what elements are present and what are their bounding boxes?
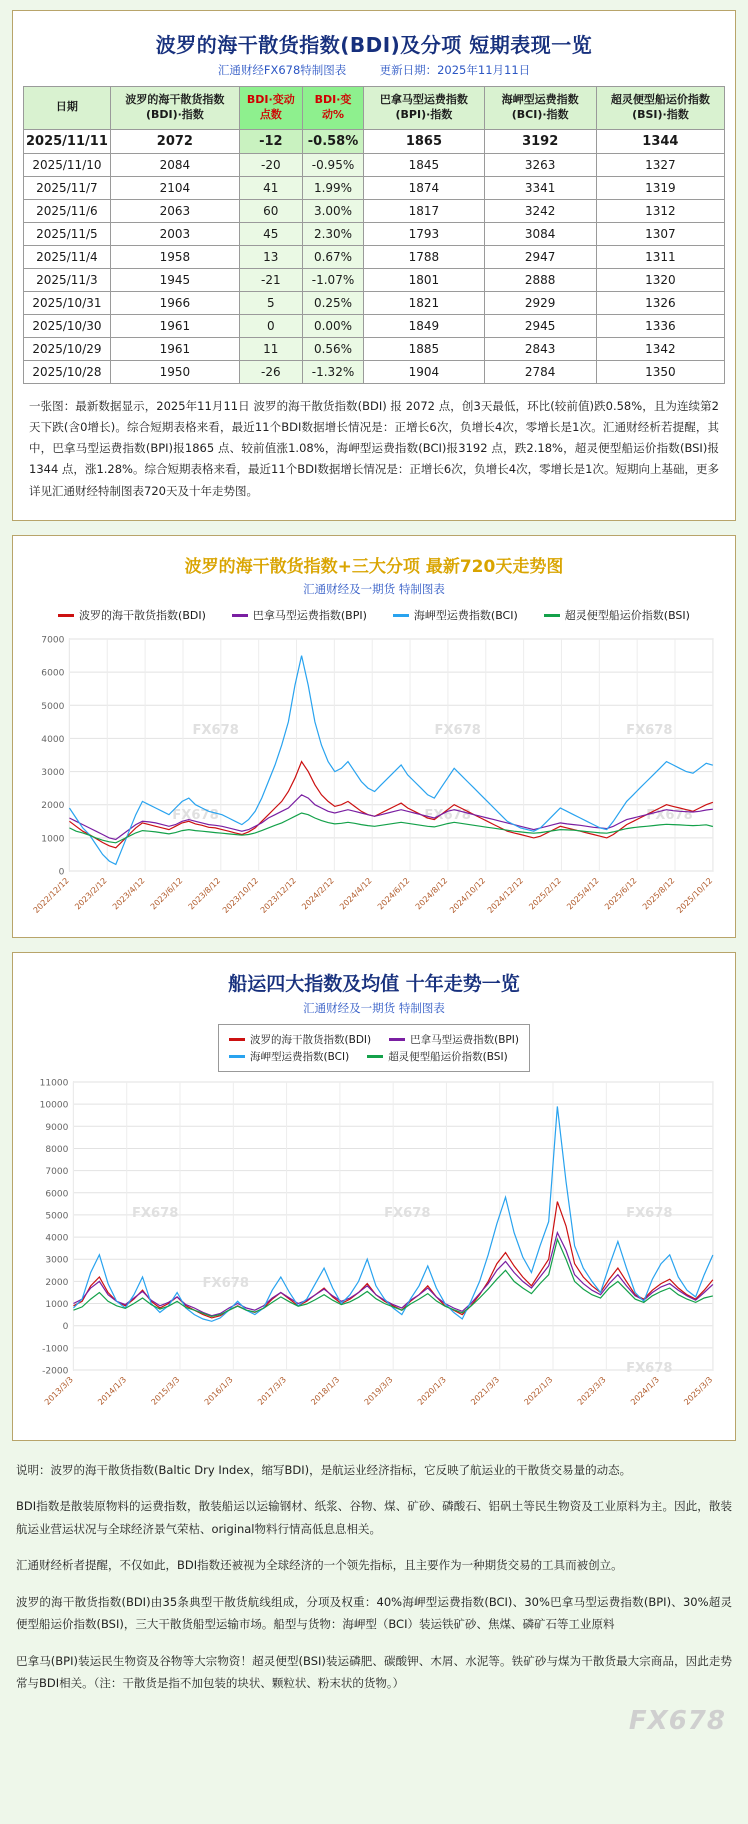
cell: 3242 — [484, 199, 596, 222]
cell: 45 — [239, 222, 302, 245]
cell: 1874 — [364, 176, 484, 199]
chart-10y-panel — [12, 952, 736, 1441]
legend-label: 超灵便型船运价指数(BSI) — [388, 1051, 508, 1064]
chart-720d-subtitle: 汇通财经及一期货 特制图表 — [303, 582, 445, 597]
cell: -21 — [239, 268, 302, 291]
cell: 2025/11/5 — [24, 222, 111, 245]
cell: 2025/11/7 — [24, 176, 111, 199]
svg-text:-1000: -1000 — [42, 1344, 69, 1355]
svg-text:2023/3/3: 2023/3/3 — [575, 1375, 608, 1407]
chart-10y-plot — [21, 1072, 727, 1432]
svg-text:2025/4/12: 2025/4/12 — [565, 876, 601, 912]
cell: 2784 — [484, 360, 596, 383]
table-row — [24, 199, 725, 222]
cell: -1.07% — [302, 268, 364, 291]
legend-item — [229, 1049, 349, 1064]
col-bci: 海岬型运费指数(BCI)·指数 — [484, 87, 596, 130]
cell: 1788 — [364, 245, 484, 268]
cell: 2072 — [110, 129, 239, 153]
cell: 2104 — [110, 176, 239, 199]
svg-text:2020/1/3: 2020/1/3 — [415, 1375, 448, 1407]
svg-text:7000: 7000 — [41, 635, 65, 646]
svg-text:2013/3/3: 2013/3/3 — [42, 1375, 75, 1407]
cell: 1344 — [596, 129, 724, 153]
table-row — [24, 153, 725, 176]
cell: 2025/11/6 — [24, 199, 111, 222]
footer-note-section — [12, 1455, 736, 1742]
bdi-table-panel — [12, 10, 736, 521]
cell: 2025/10/28 — [24, 360, 111, 383]
footer-line-1: BDI指数是散装原物料的运费指数，散装船运以运输钢材、纸浆、谷物、煤、矿砂、磷酸石、铝矾土等民生物资及工业原料为主。因此，散装航运业营运状况与全球经济景气荣枯、original物料行情高低息息相关。 — [16, 1499, 732, 1536]
legend-swatch — [389, 1038, 405, 1041]
cell: 1320 — [596, 268, 724, 291]
legend-swatch — [58, 614, 74, 617]
cell: 1307 — [596, 222, 724, 245]
legend-item — [232, 607, 367, 623]
cell: 1865 — [364, 129, 484, 153]
legend-item — [229, 1032, 371, 1047]
legend-label: 波罗的海干散货指数(BDI) — [250, 1034, 372, 1047]
chart-10y-legend — [218, 1024, 530, 1072]
cell: 0.25% — [302, 291, 364, 314]
col-bpi: 巴拿马型运费指数(BPI)·指数 — [364, 87, 484, 130]
svg-text:2021/3/3: 2021/3/3 — [469, 1375, 502, 1407]
legend-item — [393, 607, 518, 623]
cell: -12 — [239, 129, 302, 153]
cell: 11 — [239, 337, 302, 360]
cell: 1958 — [110, 245, 239, 268]
svg-text:2024/6/12: 2024/6/12 — [375, 876, 412, 912]
cell: 2843 — [484, 337, 596, 360]
cell: 1945 — [110, 268, 239, 291]
legend-swatch — [393, 614, 409, 617]
table-row — [24, 314, 725, 337]
svg-text:2018/1/3: 2018/1/3 — [309, 1375, 342, 1407]
cell: 1793 — [364, 222, 484, 245]
svg-text:2022/1/3: 2022/1/3 — [522, 1375, 555, 1407]
cell: 2945 — [484, 314, 596, 337]
table-row — [24, 291, 725, 314]
legend-item — [389, 1032, 519, 1047]
table-row — [24, 129, 725, 153]
cell: 1961 — [110, 314, 239, 337]
cell: 0.67% — [302, 245, 364, 268]
cell: 1801 — [364, 268, 484, 291]
svg-text:3000: 3000 — [45, 1255, 69, 1266]
svg-text:2017/3/3: 2017/3/3 — [256, 1375, 289, 1407]
svg-text:1000: 1000 — [41, 834, 65, 845]
table-title: 波罗的海干散货指数(BDI)及分项 短期表现一览 — [155, 33, 593, 57]
legend-swatch — [229, 1055, 245, 1058]
svg-text:1000: 1000 — [45, 1300, 69, 1311]
legend-item — [367, 1049, 507, 1064]
svg-text:2025/6/12: 2025/6/12 — [603, 876, 639, 912]
table-subtitle — [23, 62, 725, 86]
svg-text:FX678: FX678 — [424, 808, 471, 823]
cell: 1336 — [596, 314, 724, 337]
footer-line-0: 说明：波罗的海干散货指数(Baltic Dry Index，缩写BDI)，是航运业经济指标，它反映了航运业的干散货交易量的动态。 — [16, 1463, 632, 1478]
cell: 2025/10/30 — [24, 314, 111, 337]
cell: 1327 — [596, 153, 724, 176]
table-row — [24, 337, 725, 360]
svg-text:FX678: FX678 — [202, 1276, 249, 1291]
legend-label: 超灵便型船运价指数(BSI) — [564, 609, 690, 623]
cell: 1821 — [364, 291, 484, 314]
svg-text:2025/2/12: 2025/2/12 — [527, 876, 563, 912]
cell: 1342 — [596, 337, 724, 360]
svg-text:2023/4/12: 2023/4/12 — [110, 876, 147, 912]
svg-text:2023/8/12: 2023/8/12 — [186, 876, 223, 912]
svg-text:0: 0 — [58, 867, 65, 878]
legend-label: 巴拿马型运费指数(BPI) — [252, 609, 367, 623]
cell: 1961 — [110, 337, 239, 360]
col-bdi-change-points: BDI·变动点数 — [239, 87, 302, 130]
svg-text:4000: 4000 — [45, 1233, 69, 1244]
cell: 3084 — [484, 222, 596, 245]
cell: 2025/11/3 — [24, 268, 111, 291]
cell: 1849 — [364, 314, 484, 337]
svg-text:2014/1/3: 2014/1/3 — [96, 1375, 129, 1407]
footer-line-3: 波罗的海干散货指数(BDI)由35条典型干散货航线组成，分项及权重：40%海岬型运费指数(BCI)、30%巴拿马型运费指数(BPI)、30%超灵便型船运价指数(BSI)，三大干散货船型运输市场。船型与货物：海岬型（BCI）装运铁矿砂、焦煤、磷矿石等工业原料 — [16, 1594, 732, 1632]
svg-text:10000: 10000 — [39, 1100, 69, 1111]
legend-swatch — [229, 1038, 245, 1041]
svg-text:2022/12/12: 2022/12/12 — [31, 876, 71, 915]
table-row — [24, 268, 725, 291]
cell: 1350 — [596, 360, 724, 383]
legend-item — [58, 607, 206, 623]
bdi-table — [23, 86, 725, 384]
table-note: 一张图：最新数据显示，2025年11月11日 波罗的海干散货指数(BDI) 报 2072 点，创3天最低，环比(较前值)跌0.58%，且为连续第2天下跌(含0增长)。综合短期表格来看，最近11个BDI数据增长情况是：正增长6次，负增长4次，零增长是1次。汇通财经析若提醒，其中，巴拿马型运费指数(BPI)报1865 点、较前值涨1.08%，海岬型运费指数(BCI)报3192 点，跌2.18%，超灵便型船运价指数(BSI)报1344 点，涨1.28%。综合短期表格来看，最近11个BDI数据增长情况是：正增长6次，负增长4次，零增长是1次。短期向上基础，更多详见汇通财经特制图表720天及十年走势图。 — [29, 398, 719, 498]
cell: 3192 — [484, 129, 596, 153]
footer-watermark: FX678 — [628, 1706, 726, 1737]
svg-text:2024/8/12: 2024/8/12 — [413, 876, 450, 912]
svg-text:2023/6/12: 2023/6/12 — [148, 876, 185, 912]
cell: 1311 — [596, 245, 724, 268]
table-update-date: 更新日期：2025年11月11日 — [379, 63, 531, 77]
cell: -0.95% — [302, 153, 364, 176]
cell: -0.58% — [302, 129, 364, 153]
svg-text:9000: 9000 — [45, 1122, 69, 1133]
svg-text:FX678: FX678 — [646, 808, 693, 823]
cell: 5 — [239, 291, 302, 314]
svg-text:8000: 8000 — [45, 1145, 69, 1155]
svg-text:3000: 3000 — [41, 768, 65, 779]
svg-text:2019/3/3: 2019/3/3 — [362, 1375, 395, 1407]
cell: 60 — [239, 199, 302, 222]
legend-label: 巴拿马型运费指数(BPI) — [410, 1034, 519, 1047]
svg-text:2025/3/3: 2025/3/3 — [682, 1375, 715, 1407]
svg-text:7000: 7000 — [45, 1167, 69, 1178]
chart-720d-legend — [21, 605, 727, 629]
svg-text:FX678: FX678 — [192, 723, 239, 738]
svg-text:2000: 2000 — [45, 1277, 69, 1288]
svg-text:2025/10/12: 2025/10/12 — [675, 876, 715, 915]
svg-text:2016/1/3: 2016/1/3 — [202, 1375, 235, 1407]
legend-label: 波罗的海干散货指数(BDI) — [79, 609, 206, 623]
cell: 1817 — [364, 199, 484, 222]
svg-text:2024/4/12: 2024/4/12 — [338, 876, 374, 912]
svg-text:6000: 6000 — [45, 1189, 69, 1200]
legend-swatch — [367, 1055, 383, 1058]
chart-720d-plot — [21, 629, 727, 929]
svg-text:4000: 4000 — [41, 734, 65, 745]
table-source-label: 汇通财经FX678特制图表 — [217, 63, 347, 77]
svg-text:FX678: FX678 — [626, 723, 673, 738]
svg-text:2024/12/12: 2024/12/12 — [485, 876, 526, 915]
footer-line-4: 巴拿马(BPI)装运民生物资及谷物等大宗物资！超灵便型(BSI)装运磷肥、碳酸钾、木屑、水泥等。铁矿砂与煤为干散货最大宗商品，因此走势常与BDI相关。（注：干散货是指不加包装的块状、颗粒状、粉末状的货物。） — [16, 1653, 732, 1690]
cell: 2025/11/10 — [24, 153, 111, 176]
cell: 1885 — [364, 337, 484, 360]
cell: 1904 — [364, 360, 484, 383]
table-row — [24, 245, 725, 268]
cell: 2025/11/11 — [24, 129, 111, 153]
legend-label: 海岬型运费指数(BCI) — [250, 1051, 350, 1064]
col-bdi: 波罗的海干散货指数(BDI)·指数 — [110, 87, 239, 130]
cell: 3.00% — [302, 199, 364, 222]
footer-line-2: 汇通财经析者提醒，不仅如此，BDI指数还被视为全球经济的一个领先指标，且主要作为一种期货交易的工具而被创立。 — [16, 1558, 623, 1573]
svg-text:2000: 2000 — [41, 801, 65, 812]
cell: 2025/11/4 — [24, 245, 111, 268]
svg-text:2015/3/3: 2015/3/3 — [149, 1375, 182, 1407]
svg-text:FX678: FX678 — [626, 1361, 673, 1376]
col-date: 日期 — [24, 87, 111, 130]
cell: 2084 — [110, 153, 239, 176]
cell: 2025/10/31 — [24, 291, 111, 314]
cell: 1319 — [596, 176, 724, 199]
svg-text:FX678: FX678 — [131, 1206, 179, 1221]
cell: 2947 — [484, 245, 596, 268]
svg-text:FX678: FX678 — [172, 808, 219, 823]
cell: 2003 — [110, 222, 239, 245]
cell: 1966 — [110, 291, 239, 314]
cell: 2929 — [484, 291, 596, 314]
cell: -20 — [239, 153, 302, 176]
table-row — [24, 360, 725, 383]
table-body — [24, 129, 725, 383]
svg-text:-2000: -2000 — [42, 1366, 69, 1377]
svg-text:2024/10/12: 2024/10/12 — [447, 876, 488, 915]
cell: 41 — [239, 176, 302, 199]
cell: 1950 — [110, 360, 239, 383]
svg-text:0: 0 — [62, 1322, 69, 1333]
svg-text:2024/1/3: 2024/1/3 — [629, 1375, 662, 1407]
svg-text:FX678: FX678 — [384, 1206, 431, 1221]
cell: 1326 — [596, 291, 724, 314]
svg-text:2024/2/12: 2024/2/12 — [300, 876, 336, 912]
cell: 3341 — [484, 176, 596, 199]
legend-label: 海岬型运费指数(BCI) — [413, 609, 518, 623]
chart-720d-title: 波罗的海干散货指数+三大分项 最新720天走势图 — [184, 557, 564, 578]
legend-swatch — [232, 614, 248, 617]
cell: -26 — [239, 360, 302, 383]
cell: 3263 — [484, 153, 596, 176]
svg-text:6000: 6000 — [41, 668, 65, 679]
svg-text:5000: 5000 — [45, 1211, 69, 1222]
legend-swatch — [544, 614, 560, 617]
chart-720d-panel — [12, 535, 736, 938]
svg-text:FX678: FX678 — [626, 1206, 673, 1221]
svg-text:2025/8/12: 2025/8/12 — [640, 876, 677, 912]
cell: 2888 — [484, 268, 596, 291]
cell: 13 — [239, 245, 302, 268]
svg-text:5000: 5000 — [41, 701, 65, 712]
table-row — [24, 222, 725, 245]
table-row — [24, 176, 725, 199]
cell: 2.30% — [302, 222, 364, 245]
cell: 2063 — [110, 199, 239, 222]
svg-text:2023/2/12: 2023/2/12 — [73, 876, 109, 912]
cell: -1.32% — [302, 360, 364, 383]
cell: 1845 — [364, 153, 484, 176]
svg-text:2023/10/12: 2023/10/12 — [220, 876, 261, 915]
cell: 0.00% — [302, 314, 364, 337]
cell: 2025/10/29 — [24, 337, 111, 360]
chart-10y-title: 船运四大指数及均值 十年走势一览 — [228, 973, 520, 996]
svg-text:2023/12/12: 2023/12/12 — [258, 876, 298, 915]
col-bdi-change-percent: BDI·变动% — [302, 87, 364, 130]
svg-text:FX678: FX678 — [434, 723, 481, 738]
svg-text:11000: 11000 — [39, 1078, 69, 1089]
cell: 1.99% — [302, 176, 364, 199]
col-bsi: 超灵便型船运价指数(BSI)·指数 — [596, 87, 724, 130]
cell: 0.56% — [302, 337, 364, 360]
chart-10y-subtitle: 汇通财经及一期货 特制图表 — [303, 1001, 445, 1016]
cell: 0 — [239, 314, 302, 337]
table-header-row — [24, 87, 725, 130]
cell: 1312 — [596, 199, 724, 222]
legend-item — [544, 607, 690, 623]
